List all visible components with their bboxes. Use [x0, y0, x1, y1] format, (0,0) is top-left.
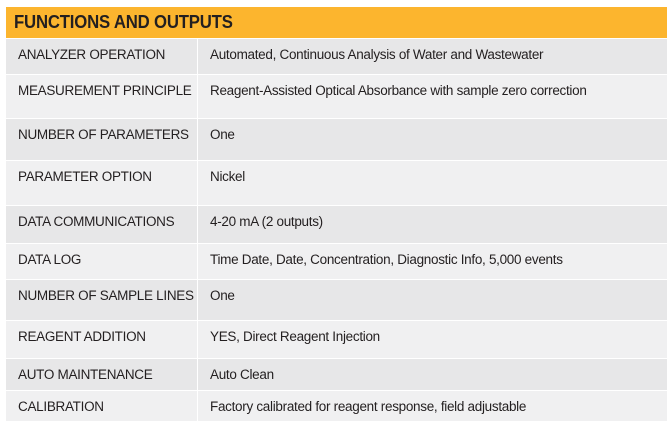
row-value: YES, Direct Reagent Injection [210, 329, 380, 344]
row-label: NUMBER OF PARAMETERS [6, 119, 198, 160]
row-value: Automated, Continuous Analysis of Water and Wastewater [210, 47, 544, 62]
row-value: Factory calibrated for reagent response, field adjustable [210, 399, 527, 414]
table-row [6, 160, 667, 205]
table-row [6, 38, 667, 74]
table-row [6, 390, 667, 421]
row-value: One [210, 127, 235, 142]
table-title: FUNCTIONS AND OUTPUTS [14, 12, 233, 32]
row-label: NUMBER OF SAMPLE LINES [6, 280, 198, 320]
table-row [6, 74, 667, 118]
table-row [6, 205, 667, 243]
row-label: DATA LOG [6, 244, 198, 279]
table-row [6, 243, 667, 279]
row-value: 4-20 mA (2 outputs) [210, 214, 323, 229]
table-body [6, 38, 667, 421]
row-label: CALIBRATION [6, 391, 198, 421]
table-row [6, 358, 667, 390]
row-label: REAGENT ADDITION [6, 321, 198, 358]
row-label: PARAMETER OPTION [6, 161, 198, 205]
row-label: MEASUREMENT PRINCIPLE [6, 75, 198, 118]
row-value: Reagent-Assisted Optical Absorbance with sample zero correction [210, 83, 587, 98]
functions-outputs-table [6, 7, 667, 421]
table-row [6, 279, 667, 320]
row-value: One [210, 288, 235, 303]
row-label: AUTO MAINTENANCE [6, 359, 198, 390]
row-value: Nickel [210, 169, 245, 184]
row-label: DATA COMMUNICATIONS [6, 206, 198, 243]
table-row [6, 118, 667, 160]
row-value: Auto Clean [210, 367, 274, 382]
table-header [6, 7, 667, 38]
row-value: Time Date, Date, Concentration, Diagnostic Info, 5,000 events [210, 252, 563, 267]
table-row [6, 320, 667, 358]
row-label: ANALYZER OPERATION [6, 39, 198, 74]
